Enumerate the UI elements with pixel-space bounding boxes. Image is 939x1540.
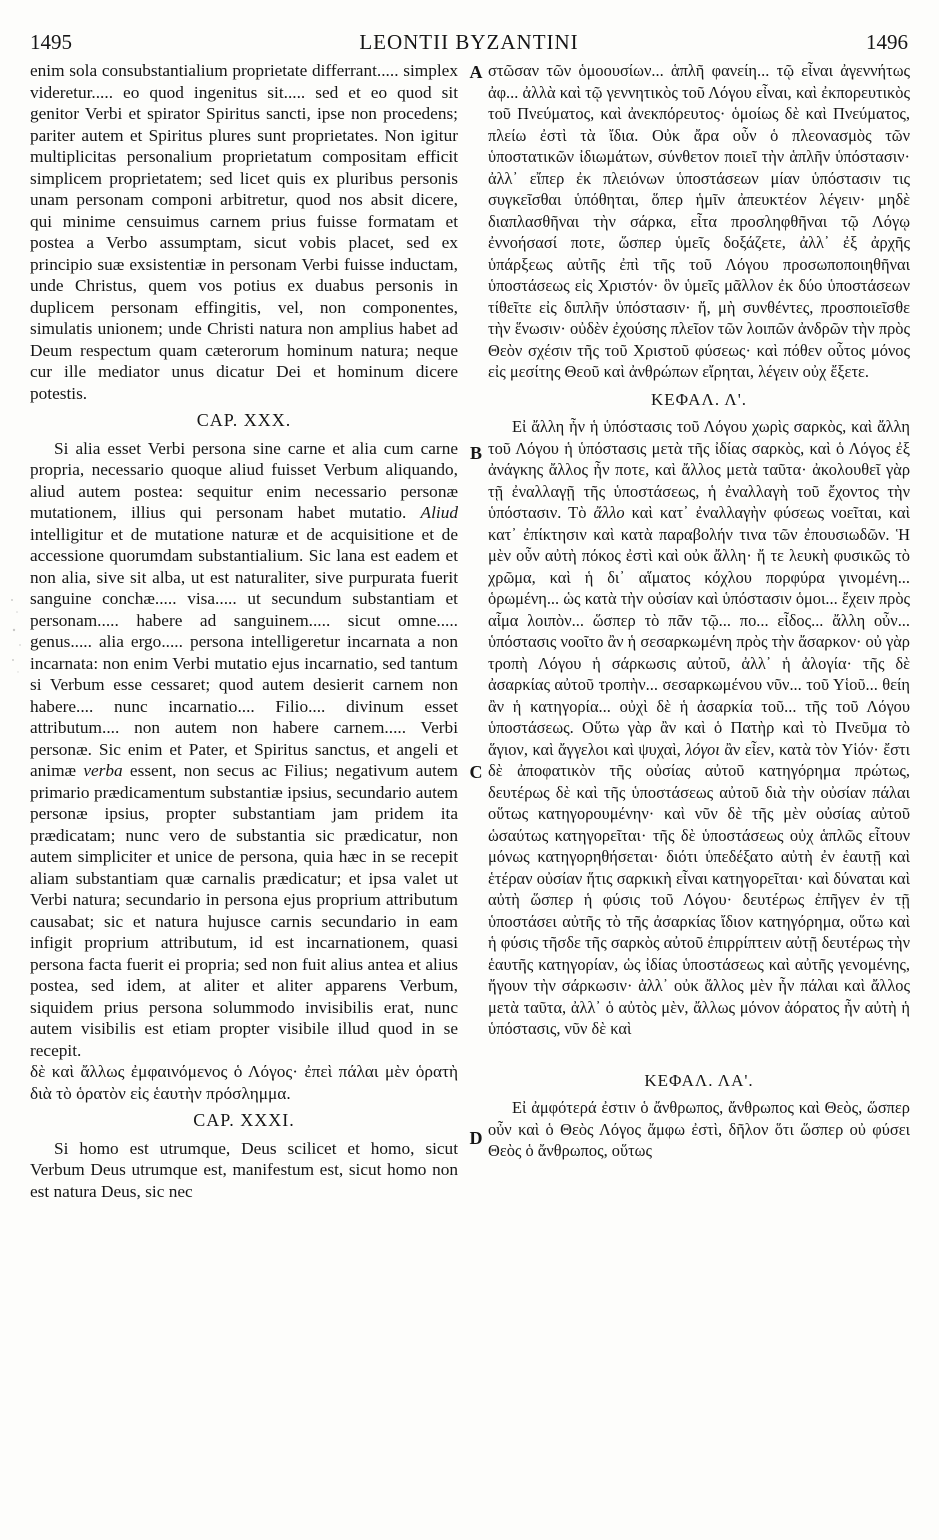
greek-italic-word: λόγοι — [685, 739, 720, 759]
latin-italic-word: verba — [83, 761, 123, 780]
margin-marker-b: B — [469, 443, 482, 463]
latin-chapter-heading-30: CAP. XXX. — [196, 410, 292, 430]
greek-italic-word: ἄλλο — [593, 503, 625, 522]
latin-text: intelligitur et de mutatione naturæ et de acquisitione et de accessione quorumdam substantialium. Sic lana est eadem et non alia, sive sit alba, ut est naturaliter, sive purpurata fuerit sanguine conchæ..... visa..... ut secundum substantiam et personam..... habere ad sanguinem..... sicut omne..... genus..... alia ergo..... persona intelligeretur incarnata a non incarnata: non enim Verbi mutatio ejus incarnatio, sed tantum si Verbum esse cessaret; quod autem desierit carnem non habere.... nunc incarnatio.... Filio.... divinum esset attributum.... non autem non habere carnem..... Verbi personæ. Sic enim et Pater, et Spiritus sanctus, et angeli et animæ — [30, 524, 458, 780]
greek-continuation-line: δὲ καὶ ἄλλως ἐμφαινόμενος ὁ Λόγος· ἐπεὶ πάλαι μὲν ὁρατὴ διὰ τὸ ὁρατὸν εἰς ἑαυτὴν πρόσλημμα. — [30, 1062, 458, 1103]
greek-paragraph-2 — [488, 416, 910, 1040]
margin-marker-d: D — [469, 1128, 483, 1148]
latin-chapter-heading-31: CAP. XXXI. — [193, 1110, 295, 1130]
spacer — [488, 1040, 910, 1064]
latin-column — [30, 60, 458, 1202]
latin-paragraph-3: Si homo est utrumque, Deus scilicet et homo, sicut Verbum Deus utrumque est, manifestum est, sicut homo non est natura Deus, sic nec — [30, 1138, 458, 1201]
greek-paragraph-3: Εἰ ἀμφότερά ἐστιν ὁ ἄνθρωπος, ἄνθρωπος καὶ Θεὸς, ὥσπερ οὖν καὶ ὁ Θεὸς Λόγος ἄμφω ἐστὶ, δῆλον ὅτι ὥσπερ οὐ φύσει Θεὸς ὁ ἄνθρωπος, οὕτως — [488, 1098, 910, 1160]
greek-chapter-heading-30: ΚΕΦΑΛ. Λ'. — [650, 389, 748, 409]
greek-paragraph-1: στῶσαν τῶν ὁμοουσίων... ἁπλῆ φανείη... τῷ εἶναι ἀγεννήτως ἀφ... ἀλλὰ καὶ τῷ γεννητικὸς τοῦ Λόγου εἶναι, καὶ ἐκπορευτικὸς τοῦ Πνεύματος, καὶ ἀνεκπόρευτος· ὁμοίως δὲ καὶ Πνεύματος, πλείω ἐστὶ τὰ ἴδια. Οὐκ ἄρα οὖν ὁ πλεονασμὸς τῶν ὑποστατικῶν ἰδιωμάτων, σύνθετον ποιεῖ τὴν ἁπλῆν ὑπόστασιν· ἀλλ᾽ εἴπερ ἐκ πλειόνων ὑποστάσεων μίαν ὑπόστασιν τις συγκεῖσθαι ὑπόθηται, ὅπερ ἡμῖν ἀπευκτέον λέγειν· μηδὲ διαπλασθῆναι τὴν σάρκα, εἶτα προσληφθῆναι τῷ Λόγῳ ἐννοήσασί ποτε, ὥσπερ ὑμεῖς δοξάζετε, ἀλλ᾽ ἐξ ἀρχῆς ὑπάρξεως αὐτῆς ἐπὶ τῆς τοῦ Λόγου προσωποποιηθῆναι ὑποστάσεως εἰς Χριστόν· ὃν ὑμεῖς μᾶλλον ἐκ δύο ὑποστάσεων τίθεῖτε εἰς διπλῆν ὑπόστασιν· ἤ, μὴ συνθέντες, προσποιεῖσθε τὴν ἕνωσιν· οὐδὲν ἐχούσης πλεῖον τῶν λοιπῶν ἀνδρῶν τὴν πρὸς Θεὸν σχέσιν τῆς τοῦ Χριστοῦ φύσεως· καὶ πόθεν οὗτος μόνος εἰς μεσίτης Θεοῦ καὶ ἀνθρώπων εἴρηται, λέγειν οὐχ ἔξετε. — [488, 61, 910, 381]
greek-text: ἂν εἶεν, κατὰ τὸν Υἱόν· ἔστι δὲ ἀποφατικὸν τῆς οὐσίας αὐτοῦ κατηγόρημα πρώτως, δευτέρως δὲ καὶ τῆς ὑποστάσεως αὐτοῦ διὰ τὴν οὐσίαν πάλαι οὕτως κατηγορουμένην· καὶ νῦν δὲ τῆς μὲν οὐσίας αὐτοῦ ὡσαύτως κατηγορεῖται· τῆς δὲ ὑποστάσεως οὐχ ἁπλῶς εἶτουν μόνως κατηγορηθήσεται· διότι ὑπεδέξατο αὐτὴ ἐν ἑαυτῇ καὶ ἑτέραν οὐσίαν ἥτις σαρκικὴ εἶναι κατηγορεῖται· καὶ δύναται καὶ αὐτὴ ὥσπερ ἡ φύσις τοῦ Λόγου· δευτέρως ἐπῆγεν ἐν τῇ ὑποστάσει αὐτῆς τὸ τῆς ἀσαρκίας ἴδιον κατηγόρημα, οὕτω καὶ ἡ φύσις τῆσδε τῆς σαρκὸς αὐτοῦ ἐπιρρίπτειν αὐτῇ δευτέρως τὴν ἑαυτῆς κατηγορίαν, ὡς ἰδίας ὑποστάσεως καὶ αὐτῆς γενομένης, ἤγουν τὴν σάρκωσιν· ἀλλ᾽ οὐκ ἄλλος μὲν ἦν πάλαι καὶ ἄλλος μετὰ ταῦτα, ἀλλ᾽ ὁ αὐτὸς μὲν, ἄλλως μόνον ἀόρατος ἦν αὐτὴ ἡ ὑπόστασις, νῦν δὲ καὶ — [488, 739, 910, 1038]
page-number-left: 1495 — [30, 30, 72, 54]
greek-column — [488, 60, 910, 1162]
running-header — [30, 30, 908, 60]
running-title: LEONTII BYZANTINI — [359, 30, 579, 54]
greek-text: καὶ κατ᾽ ἐναλλαγὴν φύσεως νοεῖται, καὶ κατ᾽ ἐπίκτησιν καὶ κατὰ παραβολήν τινα τῶν ἐπουσιωδῶν. Ἡ μὲν οὖν αὐτὴ πόκος ἐστὶ καὶ οὐκ ἄλλη· ἤ τε λευκὴ φυσικῶς τὸ χρῶμα, καὶ ἡ δι᾽ αἵματος κόχλου πορφύρα γινομένη... ὁρωμένη... ὡς κατὰ τὴν οὐσίαν καὶ ὑπόστασιν ὁμοι... ἔχειν πρὸς αἷμα λοιπὸν... ὥσπερ τὸ πᾶν τῷ... πο... εἶδος... ἄλλη οὖν... ὑπόστασις νοοῖτο ἂν ἡ σεσαρκωμένη πρὸς τὴν ἄσαρκον· οὐ γὰρ τροπὴ Λόγου ἡ σάρκωσις αὐτοῦ, ἀλλ᾽ ἡ ἀλογία· τῆς δὲ ἀσαρκίας αὐτοῦ τροπὴν... σεσαρκωμένου νῦν... τοῦ Υἱοῦ... θείη ἂν ἡ κατηγορία... οὐχὶ δὲ ἡ ἀσαρκία τοῦ... τῆς τοῦ Λόγου ὑποστάσεως. Οὕτω γὰρ ἂν καὶ ὁ Πατὴρ καὶ τὸ Πνεῦμα τὸ ἅγιον, καὶ ἄγγελοι καὶ ψυχαὶ, — [488, 503, 910, 759]
margin-marker-c: C — [469, 762, 483, 782]
latin-italic-word: Aliud — [420, 503, 458, 522]
page-number-right: 1496 — [866, 30, 908, 54]
greek-text: Εἰ ἄλλη ἦν ἡ ὑπόστασις τοῦ Λόγου χωρὶς σαρκὸς, καὶ ἄλλη τοῦ Λόγου ἡ ὑπόστασις μετὰ τῆς ἰδίας σαρκὸς, καὶ ὁ Λόγος ἐξ ἀνάγκης ἄλλος ἦν ποτε, καὶ ἄλλος μετὰ ταῦτα· ἀκολουθεῖ γὰρ τῇ ἐναλλαγῇ τῆς ὑποστάσεως, ἡ ἐναλλαγὴ τοῦ ἔχοντος τὴν ὑπόστασιν. Τὸ — [488, 417, 910, 522]
greek-chapter-heading-31: ΚΕΦΑΛ. ΛΑ'. — [644, 1070, 754, 1090]
latin-text: Si alia esset Verbi persona sine carne et alia cum carne propria, necessario quoque aliud fuisset Verbum aliquando, aliud autem postea: sequitur enim necessario personæ mutationem, illius qui personam habet mutatio. — [30, 438, 458, 522]
latin-paragraph-1: enim sola consubstantialium proprietate differrant..... simplex videretur..... eo quod ingenitus sit..... sed et eo quod sit genitor Verbi et spirator Spiritus sancti, ipse non procedens; pariter autem et Spiritus plures sunt proprietates. Non igitur multiplicitas personalium proprietatum compositam efficit simplicem proprietatem; sed licet quis ex pluribus personis unam personam componi arbitretur, quod nos absit dicere, qui minime censuimus carnem prius fuisse formatam et postea a Verbo assumptam, sicut vobis placet, sed ex principio suæ exsistentiæ in personam Verbi fuisse inductam, unde Christus, quem vos potius ex duabus personis in duplicem personam effingitis, vel, non componentes, simulatis unionem; unde Christi natura non amplius habet ad Deum respectum quam cæterorum hominum natura; neque cur ille mediator unus dicatur Dei et hominum dicere potestis. — [30, 61, 458, 403]
latin-paragraph-2 — [30, 438, 458, 1062]
scan-speckle — [8, 590, 26, 680]
margin-marker-a: A — [469, 62, 483, 82]
latin-text: essent, non secus ac Filius; negativum autem primario prædicamentum substantiæ ipsius, secundario autem personæ ipsius, propter substantiam jam pridem ita prædicatam; nunc vero de substantia sic prædicatur, non autem simpliciter et unice de persona, quia hæc in se recepit aliam substantiam quæ carnalis prædicatur; et ipsa valet ut Verbi natura; secundario in persona ejus proprium attributum causabat; sic et natura hujusce carnis secundario in eam infigit proprium attributum, id est incarnationem, quasi persona facta fuerit ei propria; sed non fuit alius antea et alius postea, sed idem, at aliter et aliter apparens Verbum, siquidem prius persona solummodo invisibilis erat, nunc autem visibilis est etiam propter visibile illud quod in se recepit. — [30, 761, 458, 1060]
